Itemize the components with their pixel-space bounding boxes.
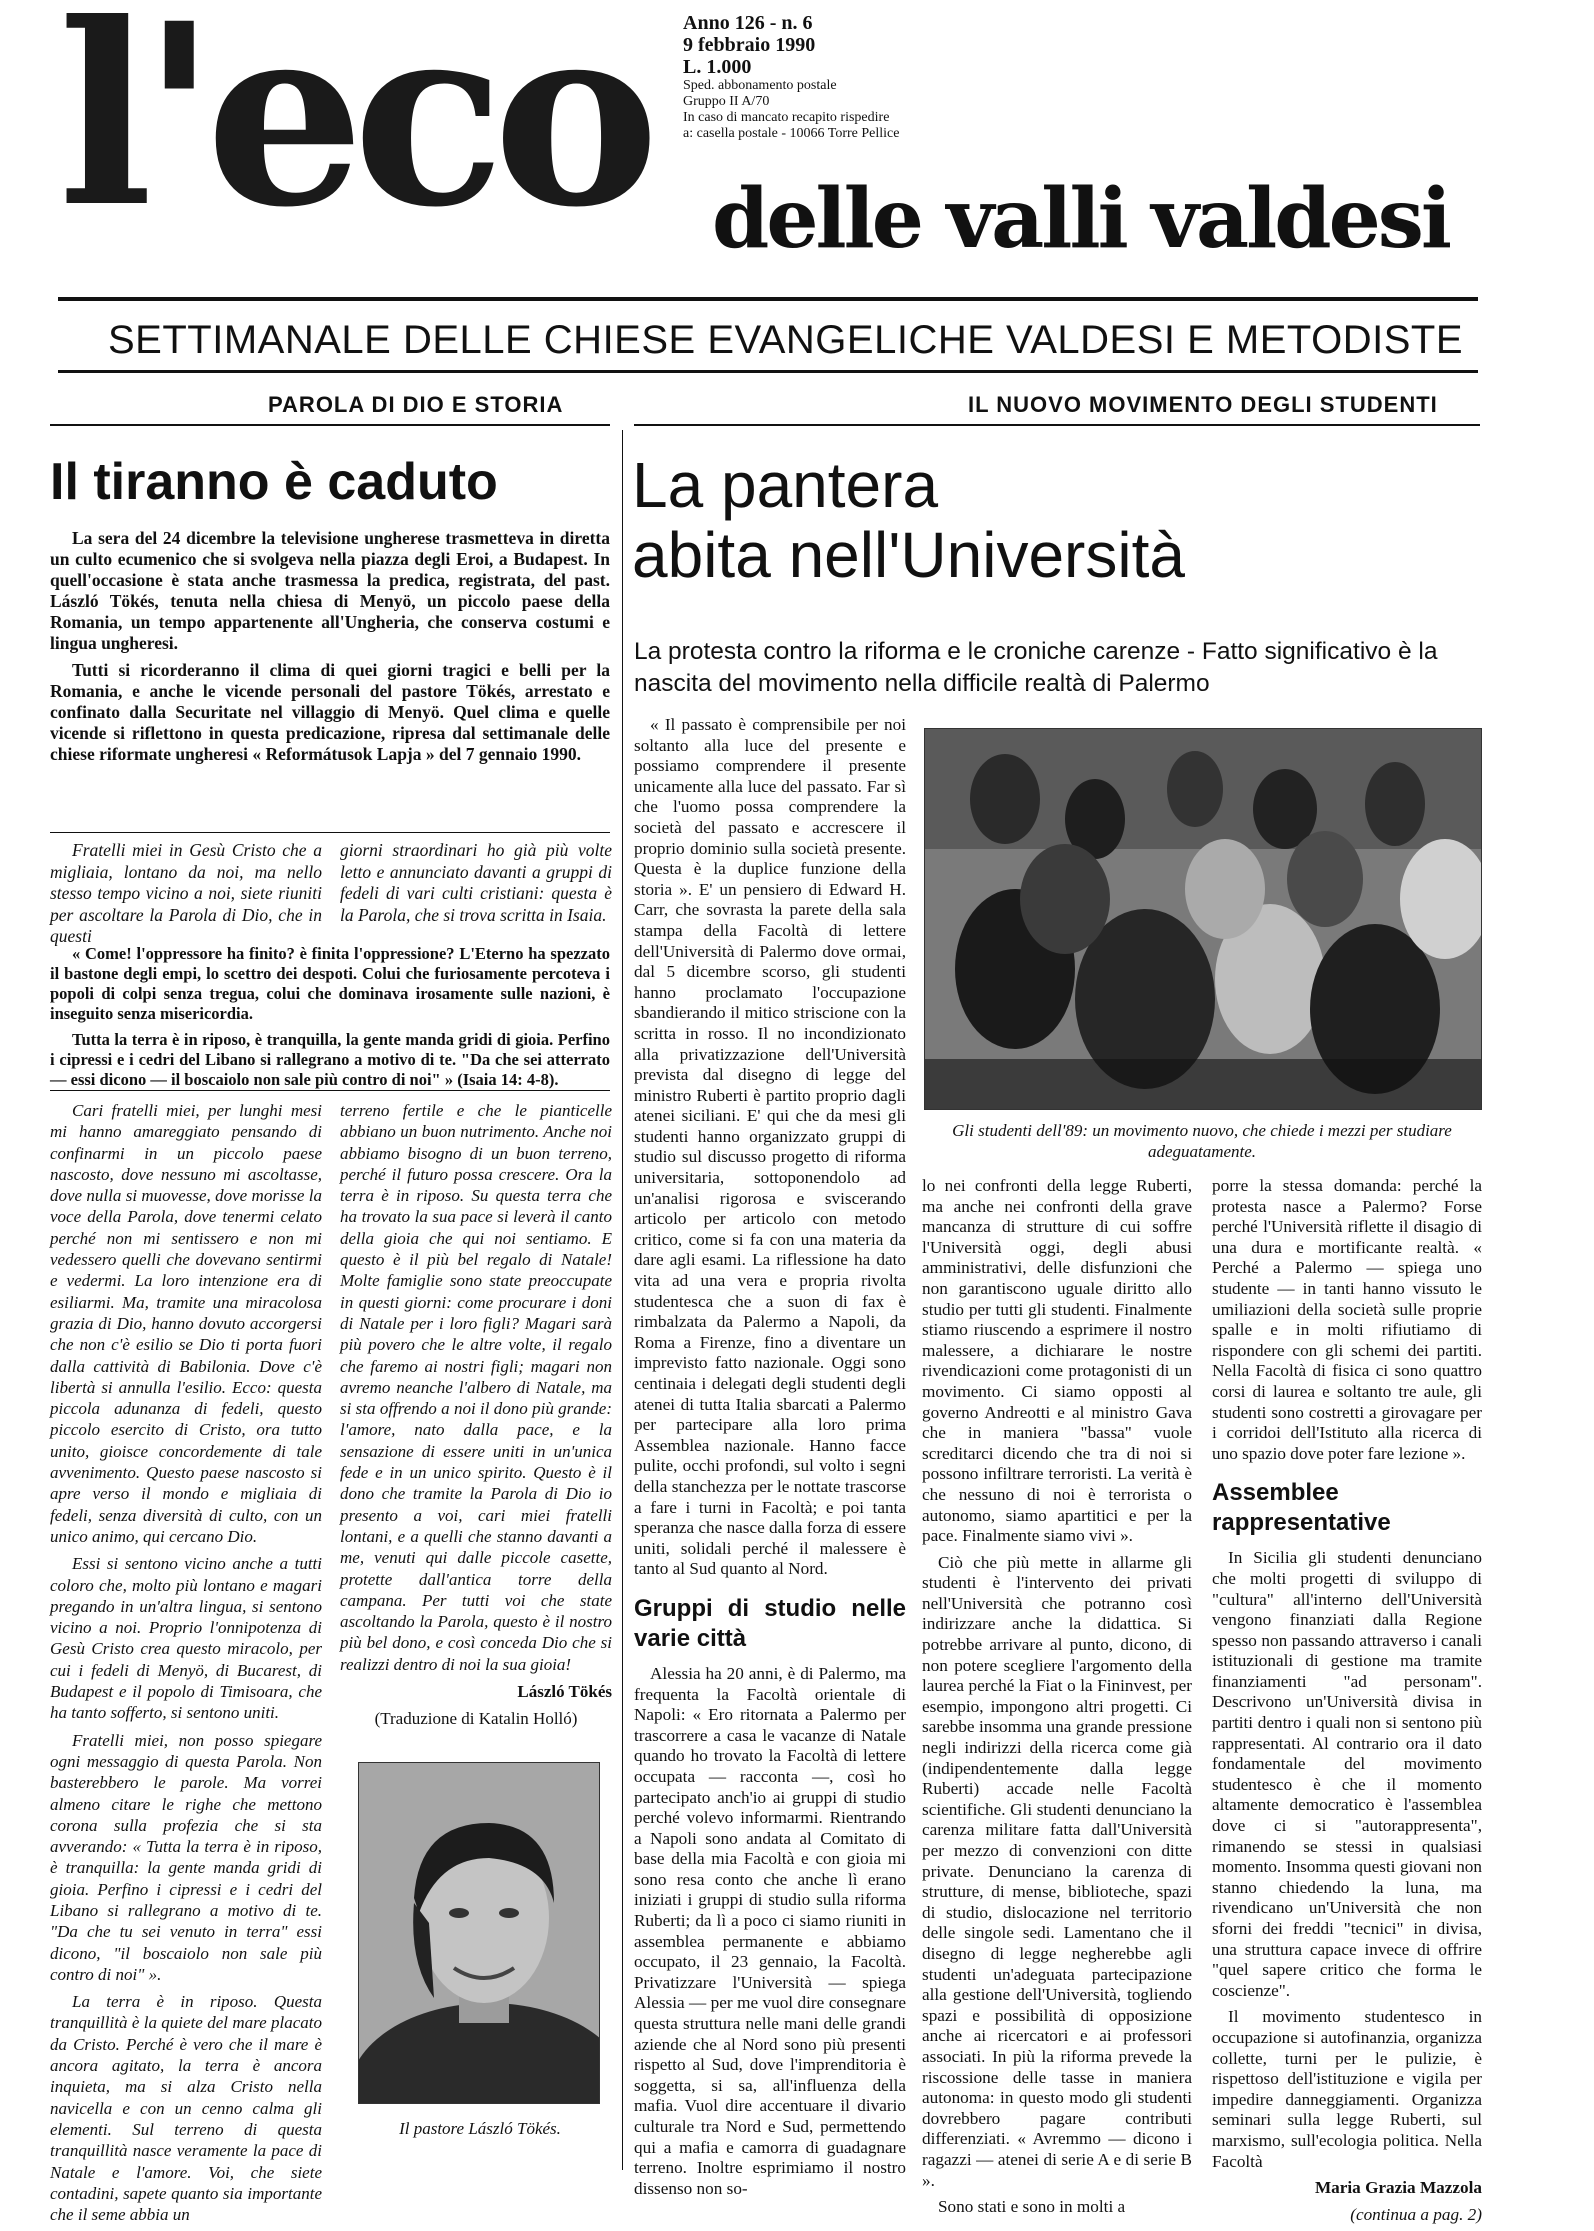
lead-paragraph: La sera del 24 dicembre la televisione ungherese trasmetteva in diretta un culto ecumenico che si svolgeva nella piazza degli Eroi, a Budapest. In quell'occasione è stata anche trasmessa la predica, registrata, del past. László Tökés, tenuta nella chiesa di Menyö, un piccolo paese della Romania, un tempo appartenente all'Ungheria, che conserva costumi e lingua ungheresi. (50, 528, 610, 653)
masthead-subtitle: delle valli valdesi (712, 171, 1450, 267)
masthead-logo: l'eco (58, 0, 648, 262)
intro-text: giorni straordinari ho già più volte letto e annunciato davanti a gruppi di fedeli di vari culti cristiani: questa è la Parola, che si trova scritta in Isaia. (340, 840, 612, 925)
lead-paragraph: Tutti si ricorderanno il clima di quei giorni tragici e belli per la Romania, e anche le vicende personali del pastore Tökés, arrestato e confinato dalla Securitate nel villaggio di Menyö. Quel clima e quelle vicende si riflettono in questa predicazione, ripresa dal settimanale delle chiese riformate ungheresi « Reformátusok Lapja » del 7 gennaio 1990. (50, 660, 610, 764)
kicker-rule-right (634, 424, 1480, 426)
students-assembly-image (925, 729, 1481, 1109)
isaiah-quote (50, 944, 610, 1096)
postal-line: a: casella postale - 10066 Torre Pellice (683, 126, 900, 141)
headline-line: La pantera (632, 449, 939, 521)
intro-text: Fratelli miei in Gesù Cristo che a migliaia, lontano da noi, ma nello stesso tempo vicino a noi, siete riuniti per ascoltare la Parola di Dio, che in questi (50, 840, 322, 946)
students-photo-caption: Gli studenti dell'89: un movimento nuovo, che chiede i mezzi per studiare adeguatamente. (952, 1121, 1452, 1161)
masthead-tagline: SETTIMANALE DELLE CHIESE EVANGELICHE VALDESI E METODISTE (108, 318, 1464, 362)
translator-credit: (Traduzione di Katalin Holló) (374, 1709, 578, 1729)
quote-paragraph: Tutta la terra è in riposo, è tranquilla, la gente manda gridi di gioia. Perfino i cipressi e i cedri del Libano si rallegrano a motivo di te. "Da che sei atterrato — essi dicono — il boscaiolo non sale più contro di noi" » (Isaia 14: 4-8). (50, 1030, 610, 1089)
intro-col-b (340, 840, 612, 932)
kicker-rule-left (50, 424, 610, 426)
continued-note: (continua a pag. 2) (1350, 2204, 1482, 2224)
right-kicker: IL NUOVO MOVIMENTO DEGLI STUDENTI (968, 392, 1438, 417)
right-headline (632, 450, 1185, 590)
postal-line: Sped. abbonamento postale (683, 78, 837, 93)
article-divider (622, 430, 623, 2170)
right-deck: La protesta contro la riforma e le croniche carenze - Fatto significativo è la nascita del movimento nella difficile realtà di Palermo (634, 638, 1438, 697)
sermon-col-1 (50, 1100, 322, 2231)
masthead-rule-top (58, 297, 1478, 301)
pastor-portrait-image (359, 1763, 599, 2103)
issue-date: 9 febbraio 1990 (683, 34, 816, 56)
article-paragraph: Ciò che più mette in allarme gli studenti è l'intervento dei privati nell'Università che potranno così indirizzare anche la didattica. Si potrebbe arrivare al punto, dicono, di non potere scegliere l'argomento della laurea perché la Fiat o la Fininvest, per esempio, impongono altri progetti. Ci sarebbe insomma una grande pressione negli indirizzi della ricerca come già (indipendentemente dalla legge Ruberti) accade nelle Facoltà scientifiche. Gli studenti denunciano la carenza militare fatta dall'Università per mezzo di convenzioni con ditte private. Denunciano la carenza di strutture, di mense, biblioteche, spazi di studio, dislocazione nel territorio delle singole sedi. Lamentano che il disegno di legge negherebbe agli studenti un'adeguata partecipazione alla gestione dell'Università, togliendo spazi e possibilità di opposizione anche ai ricercatori e ai professori associati. In più la riforma prevede la riscossione delle tasse in maniera autonoma: in questo modo gli studenti dovrebbero pagare contributi differenziati. « Avremmo — dicono i ragazzi — atenei di serie A e di serie B ». (922, 1552, 1192, 2190)
masthead-rule-bottom (58, 370, 1478, 373)
author-signature: László Tökés (517, 1682, 612, 1702)
right-col-2 (922, 1176, 1192, 2224)
postal-line: Gruppo II A/70 (683, 94, 770, 109)
issue-number: Anno 126 - n. 6 (683, 12, 813, 34)
article-paragraph: lo nei confronti della legge Ruberti, ma anche nei confronti della grave mancanza di strutture di cui soffre l'Università oggi, degli abusi amministrativi, delle disfunzioni che non garantiscono uguale diritto allo studio per tutti gli studenti. Finalmente stiamo riuscendo a esprimere il nostro malessere, a dichiarare le nostre rivendicazioni come protagonisti di un movimento. Ci siamo opposti al governo Andreotti e al ministro Gava che in maniera "bassa" vuole screditarci dicendo che tra di noi si possono infiltrare terroristi. La verità è che nessuno di noi è terrorista o autonomo, siamo apartitici e per la pace. Finalmente siamo vivi ». (922, 1176, 1192, 1546)
sermon-paragraph: La terra è in riposo. Questa tranquillità è la quiete del mare placato da Cristo. Perché è vero che il mare è ancora agitato, la terra è ancora inquieta, ma si alza Cristo nella navicella e con un cenno calma gli elementi. Sul terreno di questa tranquillità nasce veramente la pace di Natale e l'amore. Voi, che siete contadini, sapete quanto sia importante che il seme abbia un (50, 1992, 322, 2225)
section-divider (50, 832, 610, 833)
sermon-col-2 (340, 1100, 612, 1736)
article-paragraph: « Il passato è comprensibile per noi soltanto alla luce del presente e possiamo comprendere il presente unicamente alla luce del passato. Far sì che l'uomo possa comprendere la società del passato e accrescere il proprio dominio sulla società presente. Questa è la duplice funzione della storia ». E' un pensiero di Edward H. Carr, che sovrasta la parete della sala stampa della Facoltà di lettere dell'Università di Palermo dove ormai, dal 5 dicembre scorso, gli studenti hanno proclamato l'occupazione sbandierando il mitico striscione con la scritta in rosso. Il no incondizionato alla privatizzazione dell'Università prevista dal disegno di legge del ministro Ruberti è partito proprio dagli atenei siciliani. E' qui che da mesi gli studenti hanno organizzato gruppi di studio sul discusso progetto di riforma universitaria, sottoponendolo ad un'analisi rigorosa e sviscerando articolo per articolo con metodo critico, come si fa con una materia da dare agli esami. La riflessione ha dato vita ad una vera e propria rivolta studentesca che a suon di fax è rimbalzata da Palermo a Napoli, da Roma a Firenze, fino a diventare un imprevisto fatto nazionale. Oggi sono centinaia i delegati degli studenti degli atenei di tutta Italia sbarcati a Palermo per partecipare alla loro prima Assemblea nazionale. Hanno facce pulite, occhi profondi, sul volto i segni della stanchezza per le nottate trascorse a fare i turni in Facoltà; e poi tanta speranza che nasce dalla forza di essere uniti, solidali perché il malessere è tanto al Sud quanto al Nord. (634, 715, 906, 1579)
article-paragraph: In Sicilia gli studenti denunciano che molti progetti di sviluppo di "cultura" all'interno dell'Università vengono finanziati dalla Regione spesso non passando attraverso i canali istituzionali di gestione ma tramite finanziamenti "ad personam". Descrivono un'Università divisa in partiti dentro i quali non si sentono più rappresentati. Al contrario ora il dato fondamentale del movimento studentesco è che il momento altamente democratico è l'assemblea dove ci si "autorappresenta", rimanendo se stessi in qualsiasi momento. Insomma questi giovani non stanno chiedendo la luna, ma rivendicano un'Università che non sforni dei freddi "tecnici" in divisa, una struttura capace invece di offrire "quel sapere critico che forma le coscienze". (1212, 1548, 1482, 2000)
quote-paragraph: « Come! l'oppressore ha finito? è finita l'oppressione? L'Eterno ha spezzato il bastone degli empi, lo scettro dei despoti. Colui che furiosamente percoteva i popoli di colpi senza tregua, colui che dominava irosamente sulle nazioni, è inseguito senza misericordia. (50, 944, 610, 1023)
left-headline: Il tiranno è caduto (50, 453, 498, 511)
right-col-3 (1212, 1176, 1482, 2231)
left-kicker: PAROLA DI DIO E STORIA (268, 392, 564, 417)
sermon-paragraph: Cari fratelli miei, per lunghi mesi mi hanno amareggiato pensando di confinarmi in un piccolo paese nascosto, dove nessuno mi ascoltasse, dove nulla si muovesse, dove morisse la voce della Parola, dove tenermi celato perché non mi sentissero e non mi vedessero quelli che dovevano sentirmi e vedermi. La loro intenzione era di esiliarmi. Ma, tramite una miracolosa grazia di Dio, hanno dovuto accorgersi che non c'è esilio se Dio ti porta fuori dalla cattività di Babilonia. Dove c'è libertà si annulla l'esilio. Ecco: questa piccola adunanza di fedeli, questo piccolo esercito di Cristo, ora tutto unito, gioisce concordemente di tale avvenimento. Questo paese nascosto si apre verso il mondo e migliaia di fedeli, senza diversità di culto, con un unico animo, qui cercano Dio. (50, 1101, 322, 1546)
article-paragraph: Il movimento studentesco in occupazione si autofinanzia, organizza collette, turni per le pulizie, è rispettoso dell'istituzione e vigila per impedire danneggiamenti. Organizza seminari sulla legge Ruberti, sul marxismo, sull'ecologia politica. Nella Facoltà (1212, 2007, 1482, 2171)
issue-price: L. 1.000 (683, 56, 752, 78)
pastor-photo-caption: Il pastore László Tökés. (399, 2119, 561, 2138)
sermon-paragraph: terreno fertile e che le pianticelle abbiano un buon nutrimento. Anche noi abbiamo bisogno di un buon terreno, perché il futuro possa crescere. Ora la terra è in riposo. Su questa terra che ha trovato la sua pace si leverà il canto della gioia che qui noi sentiamo. E questo è il più bel regalo di Natale! Molte famiglie sono state preoccupate in questi giorni: come procurare i doni di Natale per i loro figli? Magari sarà più povero che le altre volte, il regalo che faremo ai nostri figli; magari non avremo neanche l'albero di Natale, ma si sta offrendo a noi il dono più grande: l'amore, nato dalla pace, e la sensazione di essere uniti in un'unica fede e in un unico spirito. Questo è il dono che tramite la Parola di Dio io presento a voi, cari miei fratelli lontani, e a quelli che stanno davanti a me, venuti qui dalle piccole casette, protette dall'antica torre della campana. Per tutti voi che state ascoltando la Parola, questo è il nostro più bel dono, e così conceda Dio che si realizzi dentro di noi la sua gioia! (340, 1101, 612, 1674)
left-lead (50, 528, 610, 771)
subhead-study-groups: Gruppi di studio nelle varie città (634, 1594, 906, 1652)
right-col-1 (634, 715, 906, 2205)
article-paragraph: porre la stessa domanda: perché la protesta nasce a Palermo? Forse perché l'Università riflette il disagio di una dura e mortificante realtà. « Perché a Palermo — spiega uno studente — in tanti hanno vissuto le umiliazioni della società sulle proprie spalle e in molti rifiutiamo di rispondere con gli schemi dei partiti. Nella Facoltà di fisica ci sono quattro corsi di laurea e soltanto tre aule, gli studenti sono costretti a girovagare per i corridoi dell'Istituto alla ricerca di uno spazio dove poter fare lezione ». (1212, 1176, 1482, 1463)
sermon-paragraph: Fratelli miei, non posso spiegare ogni messaggio di questa Parola. Non basterebbero le parole. Ma vorrei almeno citare le righe che mettono corona sulla profezia che si sta avverando: « Tutta la terra è in riposo, è tranquilla: la gente manda gridi di gioia. Perfino i cipressi e i cedri del Libano si rallegrano a motivo di te. "Da che tu sei venuto in terra" essi dicono, "il boscaiolo non sale più contro di noi" ». (50, 1730, 322, 1984)
sermon-paragraph: Essi si sentono vicino anche a tutti coloro che, molto più lontano e magari pregando in un'altra lingua, si sentono vicino a noi. Proprio l'onnipotenza di Gesù Cristo crea questo miracolo, per cui i fedeli di Menyö, di Bucarest, di Budapest e il popolo di Timisoara, che ha tanto sofferto, si sentono uniti. (50, 1554, 322, 1723)
headline-line: abita nell'Università (632, 519, 1185, 591)
article-paragraph: Alessia ha 20 anni, è di Palermo, ma frequenta la Facoltà orientale di Napoli: « Ero ritornata a Palermo per trascorrere a casa le vacanze di Natale quando ho trovato la Facoltà di lettere occupata — racconta —, così ho partecipato anch'io ai gruppi di studio perché volevo informarmi. Rientrando a Napoli sono andata al Comitato di base della mia Facoltà e con gioia mi sono resa conto che anche lì erano iniziati i gruppi di studio sulla riforma Ruberti; da lì a poco ci siamo riuniti in assemblea permanente e abbiamo occupato, il 23 gennaio, la Facoltà. Privatizzare l'Università — spiega Alessia — per me vuol dire consegnare questa struttura nelle mani delle grandi aziende che al Nord sono più presenti rispetto al Sud, dove l'imprenditoria è soggetta, si sa, all'influenza della mafia. Vuol dire accentuare il divario culturale tra Nord e Sud, permettendo qui a mafia e camorra di guadagnare terreno. Inoltre esprimiamo il nostro dissenso non so- (634, 1663, 906, 2198)
intro-col-a (50, 840, 322, 954)
students-photo (924, 728, 1482, 1110)
subhead-assemblies: Assemblee rappresentative (1212, 1479, 1391, 1537)
pastor-photo (358, 1762, 600, 2104)
section-divider (50, 1090, 610, 1091)
issue-info (683, 12, 899, 142)
right-author-signature: Maria Grazia Mazzola (1314, 2178, 1482, 2198)
postal-line: In caso di mancato recapito rispedire (683, 110, 890, 125)
article-paragraph: Sono stati e sono in molti a (938, 2197, 1126, 2217)
